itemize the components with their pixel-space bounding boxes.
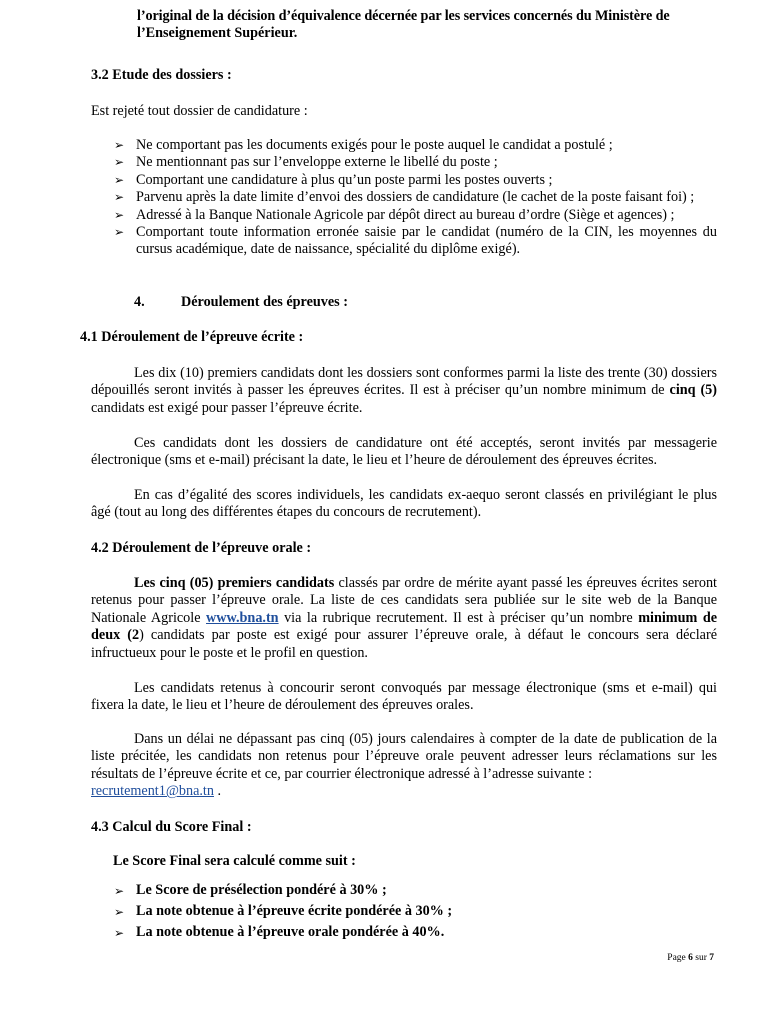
arrow-bullet-icon: ➢ [113,172,125,187]
section-4-number: 4. [134,294,145,310]
arrow-bullet-icon: ➢ [113,905,125,919]
list-item: ➢ Ne comportant pas les documents exigés pour le poste auquel le candidat a postulé ; [111,137,717,154]
list-item: ➢ Ne mentionnant pas sur l’enveloppe externe le libellé du poste ; [111,154,717,171]
continuation-text: l’original de la décision d’équivalence décernée par les services concernés du Ministère de l’Enseignement Supérieur. [137,8,670,42]
bna-website-link[interactable]: www.bna.tn [206,609,279,626]
list-item: ➢ Adressé à la Banque Nationale Agricole par dépôt direct au bureau d’ordre (Siège et agences) ; [111,207,717,224]
paragraph: Les dix (10) premiers candidats dont les dossiers sont conformes parmi la liste des trente (30) dossiers dépouillés seront invités à passer les épreuves écrites. Il est à préciser qu’un nombre minimum de cinq (5) candidats est exigé pour passer l’épreuve écrite. [91,365,718,416]
section-4-1-heading: 4.1 Déroulement de l’épreuve écrite : [80,329,304,345]
list-item: ➢ La note obtenue à l’épreuve orale pondérée à 40%. [111,922,611,943]
list-item: ➢ Comportant toute information erronée saisie par le candidat (numéro de la CIN, les moyennes du cursus académique, date de naissance, spécialité du diplôme exigé). [111,224,717,259]
paragraph: Les candidats retenus à concourir seront convoqués par message électronique (sms et e-mail) qui fixera la date, le lieu et l’heure de déroulement des épreuves orales. [91,680,717,714]
section-3-2-intro: Est rejeté tout dossier de candidature : [91,103,308,119]
section-4-2-heading: 4.2 Déroulement de l’épreuve orale : [91,540,312,556]
paragraph: Les cinq (05) premiers candidats classés par ordre de mérite ayant passé les épreuves écrites seront retenus pour passer l’épreuve orale. La liste de ces candidats sera publiée sur le site web de la Banque Nationale Agricole www.bna.tn via la rubrique recrutement. Il est à préciser qu’un nombre minimum de deux (2) candidats par poste est exigé pour assurer l’épreuve orale, à défaut le concours sera déclaré infructueux pour le poste et le profil en question. [91,575,718,661]
rejection-criteria-list [111,137,717,259]
arrow-bullet-icon: ➢ [113,155,125,170]
paragraph: Ces candidats dont les dossiers de candidature ont été acceptés, seront invités par messagerie électronique (sms et e-mail) précisant la date, le lieu et l’heure de déroulement des épreuves écrites. [91,435,717,469]
list-item: ➢ La note obtenue à l’épreuve écrite pondérée à 30% ; [111,901,611,922]
arrow-bullet-icon: ➢ [113,926,125,940]
arrow-bullet-icon: ➢ [113,138,125,152]
section-4-3-heading: 4.3 Calcul du Score Final : [91,819,252,835]
list-item: ➢ Parvenu après la date limite d’envoi des dossiers de candidature (le cachet de la poste faisant foi) ; [111,189,717,206]
arrow-bullet-icon: ➢ [113,207,125,222]
section-3-2-heading: 3.2 Etude des dossiers : [91,67,232,83]
arrow-bullet-icon: ➢ [113,225,125,240]
arrow-bullet-icon: ➢ [113,190,125,205]
list-item: ➢ Comportant une candidature à plus qu’un poste parmi les postes ouverts ; [111,172,717,189]
list-item: ➢ Le Score de présélection pondéré à 30% ; [111,880,611,901]
paragraph: En cas d’égalité des scores individuels, les candidats ex-aequo seront classés en privilégiant le plus âgé (tout au long des différentes étapes du concours de recrutement). [91,487,717,521]
recruitment-email-link[interactable]: recrutement1@bna.tn [91,783,214,800]
score-components-list [111,880,611,943]
arrow-bullet-icon: ➢ [113,884,125,898]
section-4-3-intro: Le Score Final sera calculé comme suit : [113,853,356,869]
paragraph: Dans un délai ne dépassant pas cinq (05) jours calendaires à compter de la date de publication de la liste précitée, les candidats non retenus pour l’épreuve orale peuvent adresser leurs réclamations sur les résultats de l’épreuve écrite et ce, par courrier électronique adressé à l’adresse suivante : recrutement1@bna.tn . [91,731,717,800]
page-footer: Page 6 sur 7 [667,953,714,963]
section-4-title: Déroulement des épreuves : [181,294,348,310]
